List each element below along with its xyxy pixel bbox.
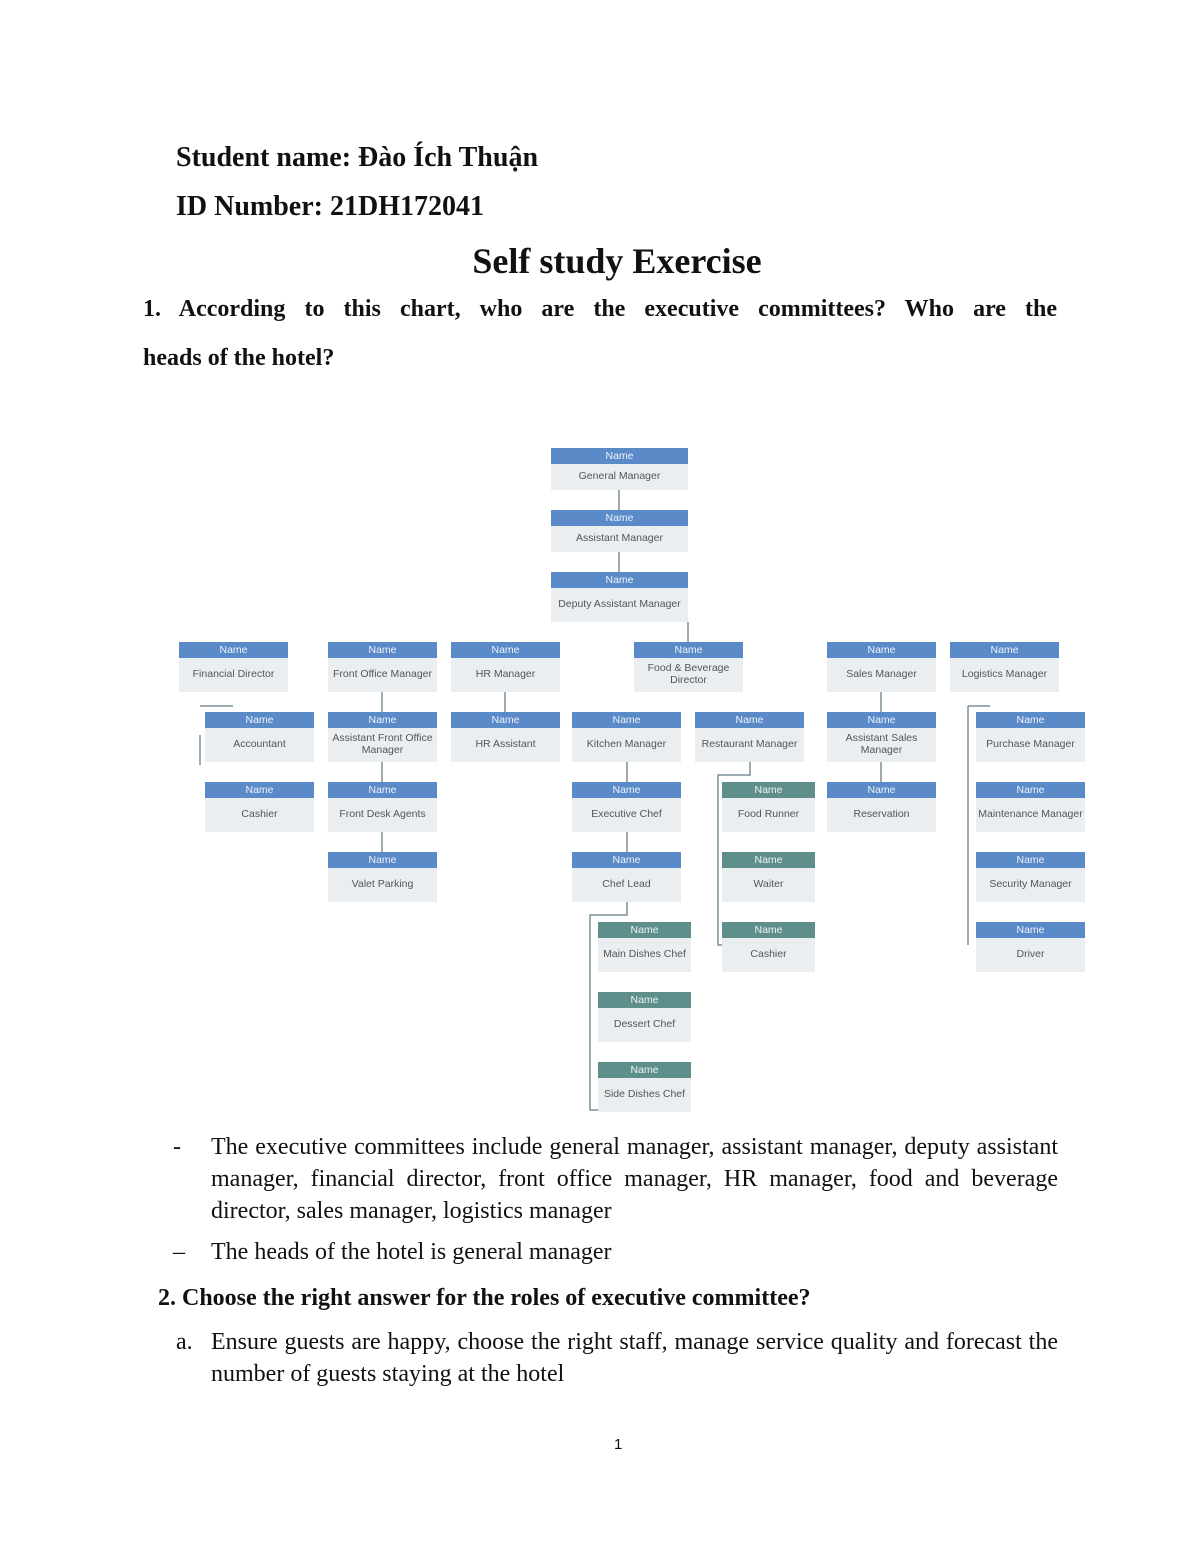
org-box-label: Chef Lead [602, 878, 651, 890]
org-box-name-caption: Name [328, 782, 437, 798]
org-box-label: Financial Director [192, 668, 275, 680]
org-box-name-caption: Name [205, 712, 314, 728]
org-box-cl [572, 852, 681, 902]
bullet-marker: – [173, 1239, 185, 1265]
org-box-label: Reservation [853, 808, 910, 820]
org-box-mdc [598, 922, 691, 972]
org-box-label: Main Dishes Chef [603, 948, 686, 960]
org-box-name-caption: Name [572, 712, 681, 728]
org-box-gm [551, 448, 688, 490]
org-box-fbd [634, 642, 743, 692]
org-box-label: Driver [1016, 948, 1045, 960]
org-box-fd [179, 642, 288, 692]
org-box-label: Dessert Chef [613, 1018, 676, 1030]
org-box-name-caption: Name [328, 642, 437, 658]
org-box-name-caption: Name [976, 922, 1085, 938]
org-box-name-caption: Name [695, 712, 804, 728]
org-box-name-caption: Name [451, 712, 560, 728]
org-box-hrm [451, 642, 560, 692]
org-box-cash2 [722, 922, 815, 972]
org-box-label: Executive Chef [591, 808, 662, 820]
org-box-fr [722, 782, 815, 832]
org-box-res [827, 782, 936, 832]
org-box-acc [205, 712, 314, 762]
org-box-label: Security Manager [989, 878, 1072, 890]
org-box-name-caption: Name [598, 992, 691, 1008]
org-box-name-caption: Name [827, 782, 936, 798]
page-title: Self study Exercise [472, 241, 762, 281]
org-box-name-caption: Name [328, 852, 437, 868]
org-box-pm [976, 712, 1085, 762]
org-box-name-caption: Name [572, 782, 681, 798]
org-box-ec [572, 782, 681, 832]
question-1-line-1: 1. According to this chart, who are the executive committees? Who are the [143, 296, 1057, 322]
org-box-label: HR Assistant [475, 738, 536, 750]
org-box-hra [451, 712, 560, 762]
org-box-name-caption: Name [950, 642, 1059, 658]
org-box-label: Front Desk Agents [339, 808, 426, 820]
org-box-name-caption: Name [451, 642, 560, 658]
org-box-label: Front Office Manager [332, 668, 433, 680]
org-box-secm [976, 852, 1085, 902]
org-box-mm [976, 782, 1085, 832]
org-box-name-caption: Name [634, 642, 743, 658]
org-box-label: Maintenance Manager [978, 808, 1083, 820]
answer-executive-committees: The executive committees include general manager, assistant manager, deputy assistant manager, financial director, front office manager, HR manager, food and beverage director, sales manager, logistics manager [211, 1134, 1058, 1224]
org-box-label: Purchase Manager [986, 738, 1075, 750]
org-box-label: General Manager [578, 470, 661, 482]
org-box-label: Assistant Manager [576, 532, 663, 544]
org-box-label: Restaurant Manager [701, 738, 798, 750]
org-box-name-caption: Name [827, 642, 936, 658]
org-box-name-caption: Name [572, 852, 681, 868]
answer-head-of-hotel: The heads of the hotel is general manager [211, 1239, 612, 1265]
org-box-label: Cashier [241, 808, 278, 820]
org-box-name-caption: Name [551, 510, 688, 526]
org-box-name-caption: Name [598, 1062, 691, 1078]
org-box-label: Assistant Sales Manager [845, 732, 918, 756]
org-box-dc [598, 992, 691, 1042]
org-box-name-caption: Name [179, 642, 288, 658]
org-box-sm [827, 642, 936, 692]
option-a-text: Ensure guests are happy, choose the right staff, manage service quality and forecast the number of guests staying at the hotel [211, 1329, 1058, 1387]
org-box-fom [328, 642, 437, 692]
org-box-label: Logistics Manager [961, 668, 1048, 680]
org-box-cash1 [205, 782, 314, 832]
page-number: 1 [614, 1436, 623, 1453]
org-box-am [551, 510, 688, 552]
org-box-name-caption: Name [551, 448, 688, 464]
org-box-wt [722, 852, 815, 902]
org-box-label: Food & Beverage Director [647, 662, 730, 686]
org-box-label: Waiter [753, 878, 784, 890]
option-a-marker: a. [176, 1329, 193, 1355]
org-box-name-caption: Name [205, 782, 314, 798]
student-name-line: Student name: Đào Ích Thuận [176, 142, 539, 173]
org-box-label: Deputy Assistant Manager [558, 598, 681, 610]
org-box-fda [328, 782, 437, 832]
org-box-rm [695, 712, 804, 762]
org-box-name-caption: Name [722, 852, 815, 868]
org-box-label: Food Runner [737, 808, 800, 820]
org-box-km [572, 712, 681, 762]
org-box-asm [827, 712, 936, 762]
bullet-marker: - [173, 1134, 181, 1160]
org-box-name-caption: Name [976, 852, 1085, 868]
org-box-name-caption: Name [976, 782, 1085, 798]
org-box-vp [328, 852, 437, 902]
org-box-name-caption: Name [328, 712, 437, 728]
org-box-name-caption: Name [722, 782, 815, 798]
org-box-label: Side Dishes Chef [603, 1088, 686, 1100]
question-2: 2. Choose the right answer for the roles of executive committee? [158, 1285, 811, 1311]
question-1-line-2: heads of the hotel? [143, 345, 335, 371]
org-box-label: Valet Parking [351, 878, 414, 890]
org-box-label: Assistant Front Office Manager [332, 732, 433, 756]
org-box-afom [328, 712, 437, 762]
org-box-label: Accountant [233, 738, 286, 750]
org-box-name-caption: Name [827, 712, 936, 728]
org-box-name-caption: Name [551, 572, 688, 588]
org-box-label: Cashier [750, 948, 787, 960]
org-box-dam [551, 572, 688, 622]
id-number-line: ID Number: 21DH172041 [176, 191, 484, 222]
org-box-lm [950, 642, 1059, 692]
org-box-label: Kitchen Manager [586, 738, 667, 750]
org-box-label: HR Manager [475, 668, 536, 680]
org-box-label: Sales Manager [846, 668, 917, 680]
org-box-name-caption: Name [722, 922, 815, 938]
org-box-name-caption: Name [976, 712, 1085, 728]
org-box-drv [976, 922, 1085, 972]
org-box-sdc [598, 1062, 691, 1112]
org-box-name-caption: Name [598, 922, 691, 938]
